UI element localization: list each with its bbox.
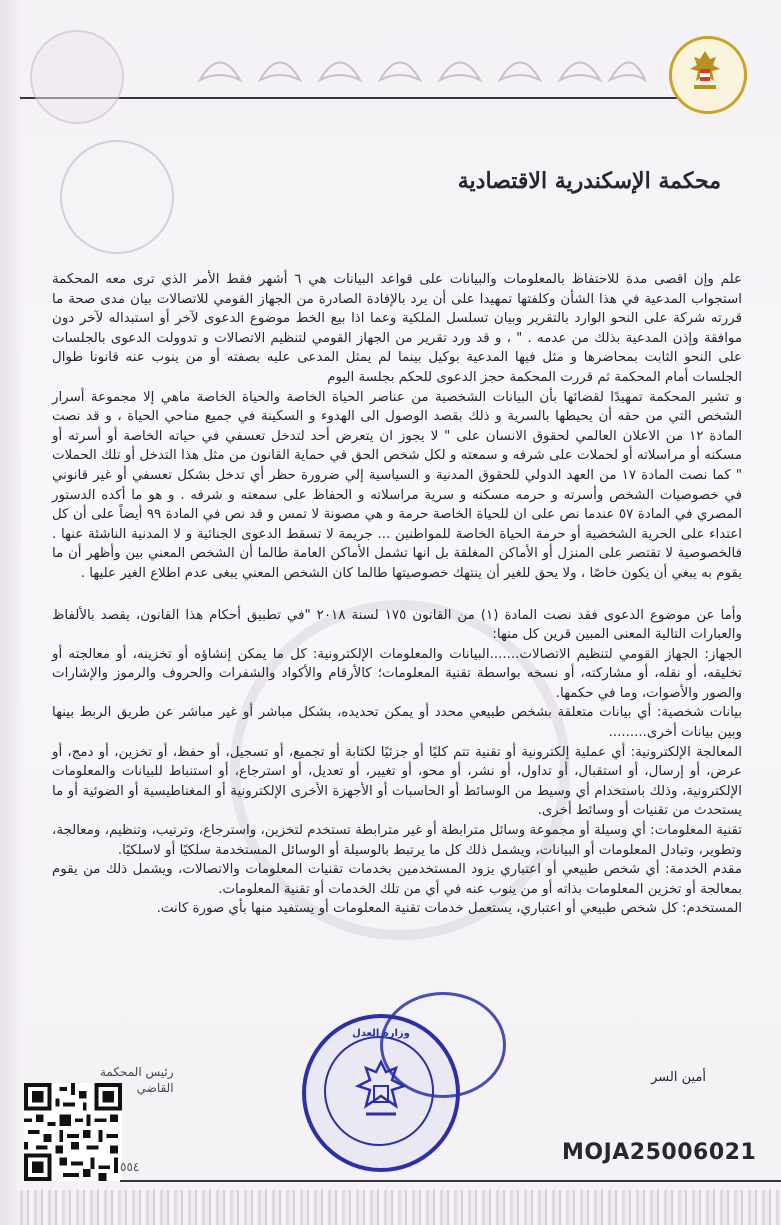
definition-agency: الجهاز: الجهاز القومي لتنظيم الاتصالات.......البيانات والمعلومات الإلكترونية: كل ما يمكن إنشاؤه أو تخزينه، أو معالجته أو تخليقه، أو نقله، أو مشاركته، أو نسخه بواسطة تقنية المعلومات؛ كالأرقام والأكواد والشفرات والحروف والرموز والإشارات والصور والأصوات، وما في حكمها. (52, 646, 742, 701)
header-rule (20, 97, 685, 99)
ministry-stamp (302, 1014, 460, 1172)
paragraph-privacy: و تشير المحكمة تمهيدًا لقضائها بأن البيانات الشخصية من عناصر الحياة الخاصة والحياة الخاصة ماهي إلا مجموعة أسرار الشخص التي من حقه أن يحيطها بالسرية و ذلك بقصد الوصول الى الهدوء و السكينة في جميع مناحي الحياة ، و قد نصت المادة ١٢ من الاعلان العالمي لحقوق الانسان على " لا يجوز ان يتعرض أحد لتدخل تعسفي في حياته الخاصة أو أسرته أو مسكنه أو مراسلاته أو لحملات على شرفه و سمعته و لكل شخص الحق في حماية القانون من مثل هذا التدخل أو تلك الحملات " كما نصت المادة ١٧ من العهد الدولي للحقوق المدنية و السياسية إلي ضرورة حظر أي تدخل بشكل تعسفي أو غير قانوني في خصوصيات الشخص وأسرته و حرمه مسكنه و سرية مراسلاته و الحفاظ على سمعته و شرفه . و هو ما أكده الدستور المصري في المادة ٥٧ عندما نص على ان للحياة الخاصة حرمة و هي مصونة لا تمس و قد نص في المادة ٩٩ أيضاً على أن كل اعتداء على الحرية الشخصية أو حرمة الحياة الخاصة للمواطنين ... جريمة لا تسقط الدعوى الجنائية و لا المدنية الناشئة عنها . فالخصوصية لا تقتصر على المنزل أو الأماكن المغلقة بل انها تشمل الأماكن العامة طالما أن الشخص المعني بين وأظهر أن ما يقوم به يبغي أن يكون خاصًا ، ولا يحق للغير أن ينتهك خصوصيتها طالما كان الشخص المعني يبغى عدم اطلاع الغير عليها . (52, 389, 742, 581)
page-number: ٥٥٤ (120, 1160, 140, 1174)
document-number: MOJA25006021 (562, 1140, 757, 1165)
footer-rule (120, 1180, 781, 1182)
faded-seal-top (30, 30, 124, 124)
president-title: رئيس المحكمة (100, 1065, 174, 1079)
definition-processing: المعالجة الإلكترونية: أي عملية إلكترونية أو تقنية تتم كليًا أو جزئيًا لكتابة أو تجميع، أو تسجيل، أو حفظ، أو تخزين، أو دمج، أو عرض، أو إرسال، أو استقبال، أو تداول، أو نشر، أو محو، أو تغيير، أو تعديل، أو استرجاع، أو استنباط للبيانات والمعلومات الإلكترونية، وذلك باستخدام أي وسيط من الوسائط أو الحاسبات أو الأجهزة الأخرى الإلكترونية أو المغناطيسية أو الضوئية أو ما يستحدث من تقنيات أو وسائط أخرى. (52, 744, 742, 819)
stamp-label: وزارة العدل (352, 1028, 410, 1039)
paragraph-law-article: وأما عن موضوع الدعوى فقد نصت المادة (١) من القانون ١٧٥ لسنة ٢٠١٨ "في تطبيق أحكام هذا القانون، يقصد بالألفاظ والعبارات التالية المعنى المبين قرين كل منها: (52, 607, 742, 643)
secretary-signature: أمين السر (651, 1070, 706, 1085)
qr-code (24, 1083, 122, 1181)
egypt-emblem-logo (669, 36, 747, 114)
judge-title: القاضي (136, 1081, 174, 1095)
eagle-icon (352, 1058, 410, 1124)
court-name-heading: محكمة الإسكندرية الاقتصادية (457, 168, 721, 194)
definition-user: المستخدم: كل شخص طبيعي أو اعتباري، يستعمل خدمات تقنية المعلومات أو يستفيد منها بأي صورة كانت. (156, 901, 742, 917)
judgment-body (52, 270, 742, 919)
definition-provider: مقدم الخدمة: أي شخص طبيعي أو اعتباري يزود المستخدمين بخدمات تقنيات المعلومات والاتصالات، ويشمل ذلك من يقوم بمعالجة أو تخزين المعلومات بذاته أو من ينوب عنه في أي من تلك الخدمات أو تقنية المعلومات. (52, 862, 742, 897)
paragraph-investigation: علم وإن اقصى مدة للاحتفاظ بالمعلومات والبيانات على قواعد البيانات هي ٦ أشهر فقط الأمر الذي ترى معه المحكمة استجواب المدعية في هذا الشأن وكلفتها تمهيدا على أن يرد بالإفادة الصادرة من الجهاز القومي للاتصالات بيان مدى صحة ما قررته شركة على النحو الوارد بالتقرير وبيان تسلسل الملكية وعما اذا بيع الخط موضوع الدعوى لآخر أو استبداله لآخر دون موافقة وإذن المدعية بذلك من عدمه . " ، و قد ورد تقرير من الجهاز القومي لتنظيم الاتصالات و تدوولت الدعوى بالجلسات على النحو الثابت بمحاضرها و مثل فيها المدعية بوكيل بينما لم يمثل المدعى عليه بصفته أو من ينوب عنه قانونا طوال الجلسات أمام المحكمة ثم قررت المحكمة حجز الدعوى للحكم بجلسة اليوم (52, 272, 742, 385)
faded-seal-left (60, 140, 174, 254)
decorative-header-pattern (180, 40, 650, 100)
definition-it: تقنية المعلومات: أي وسيلة أو مجموعة وسائل مترابطة أو غير مترابطة تستخدم لتخزين، واسترجاع، وترتيب، وتنظيم، ومعالجة، وتطوير، وتبادل المعلومات أو البيانات، ويشمل ذلك كل ما يرتبط بالوسيلة أو الوسائل المستخدمة سلكيًا أو لاسلكيًا. (52, 823, 742, 858)
page-edge-shadow (0, 0, 22, 1225)
definition-personal-data: بيانات شخصية: أي بيانات متعلقة بشخص طبيعي محدد أو يمكن تحديده، بشكل مباشر أو غير مباشر عن طريق الربط بينها وبين بيانات أخرى......... (52, 705, 742, 741)
footer-security-strip (20, 1190, 781, 1225)
